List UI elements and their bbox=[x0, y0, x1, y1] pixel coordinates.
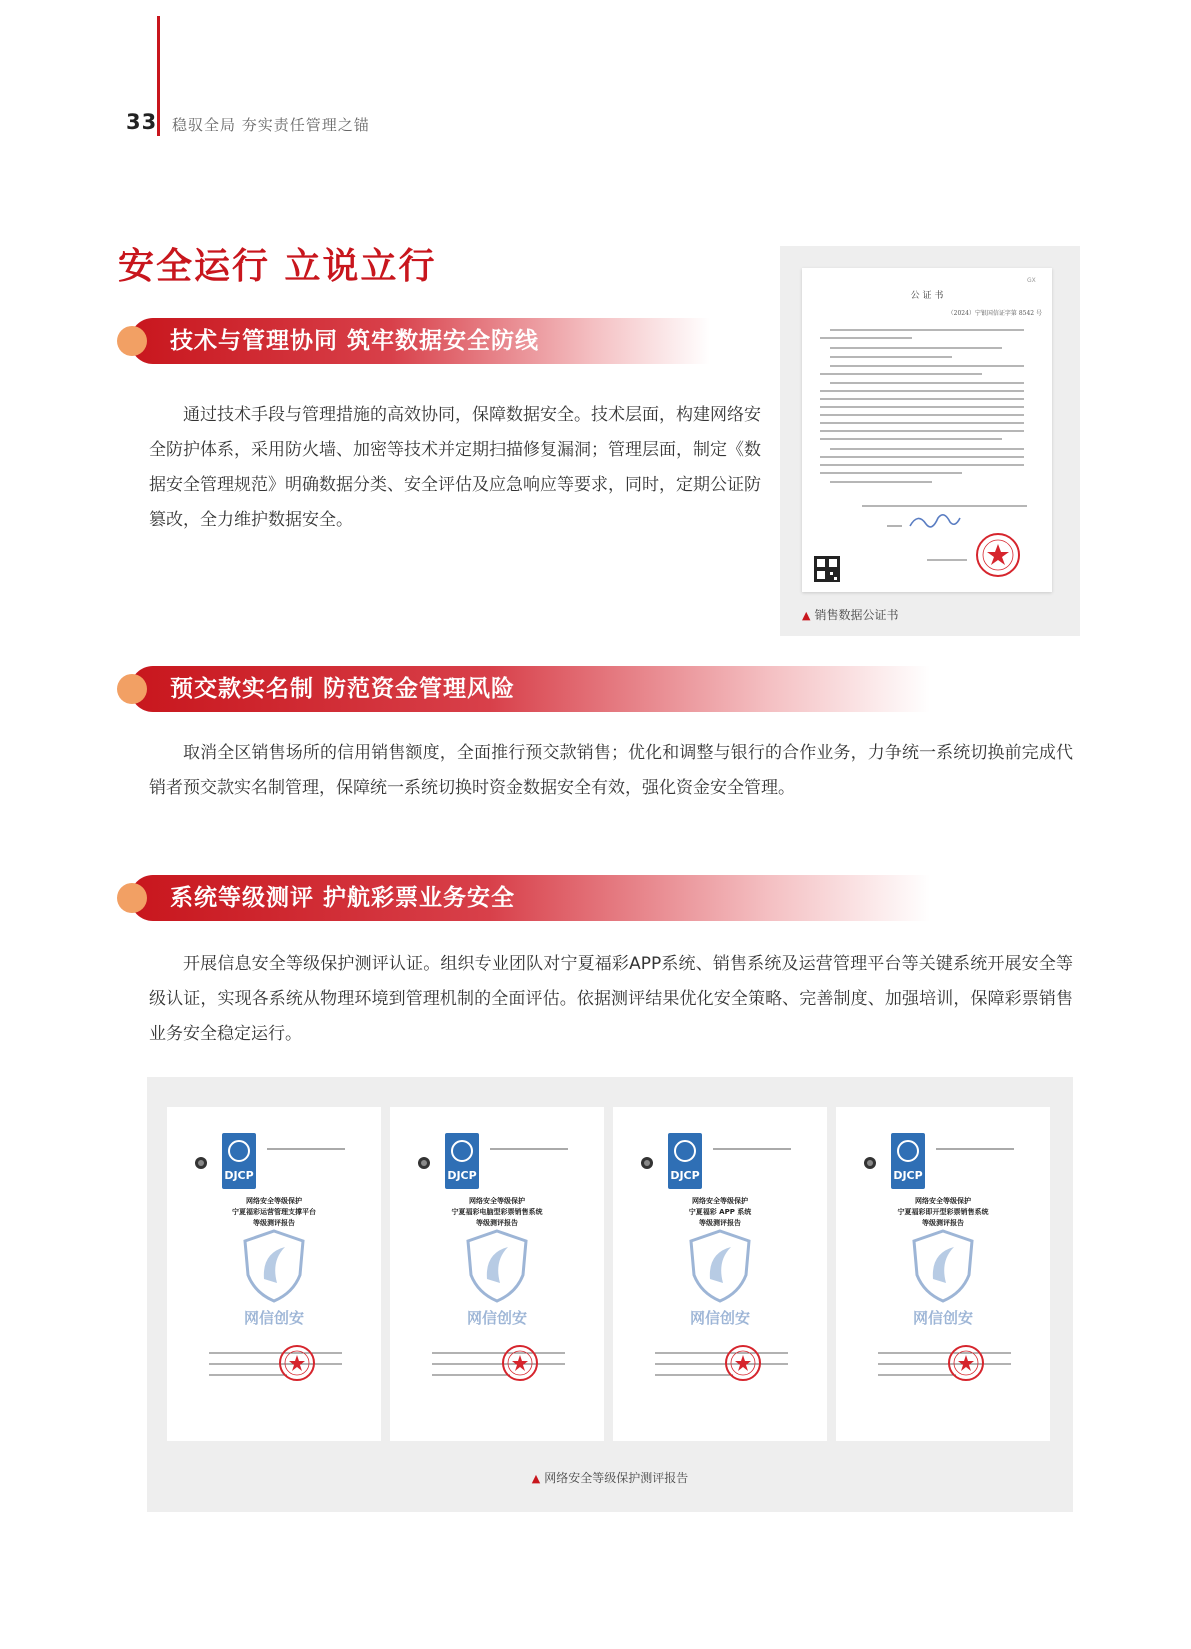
svg-text:DJCP: DJCP bbox=[447, 1169, 477, 1182]
header-divider-line bbox=[157, 16, 160, 136]
svg-text:GX: GX bbox=[1027, 277, 1036, 284]
section-marker-1 bbox=[117, 326, 147, 356]
certificate-doc-title: 公 证 书 bbox=[910, 291, 944, 301]
section-heading-2-text: 预交款实名制 防范资金管理风险 bbox=[170, 676, 516, 702]
report-title-line-3: 等级测评报告 bbox=[699, 1219, 741, 1227]
section-body-3: 开展信息安全等级保护测评认证。组织专业团队对宁夏福彩APP系统、销售系统及运营管理平台等关键系统开展安全等级认证，实现各系统从物理环境到管理机制的全面评估。依据测评结果优化安全策略、完善制度、加强培训，保障彩票销售业务安全稳定运行。 bbox=[149, 954, 1073, 1044]
svg-text:DJCP: DJCP bbox=[893, 1169, 923, 1182]
section-marker-2 bbox=[117, 674, 147, 704]
certificate-doc-number: （2024）宁银国信证字第 8542 号 bbox=[947, 310, 1042, 317]
report-brand-watermark: 网信创安 bbox=[912, 1309, 974, 1327]
report-brand-watermark: 网信创安 bbox=[689, 1309, 751, 1327]
section-heading-3-text: 系统等级测评 护航彩票业务安全 bbox=[170, 885, 516, 911]
report-title-line-2: 宁夏福彩电脑型彩票销售系统 bbox=[451, 1208, 543, 1216]
page-title: 安全运行 立说立行 bbox=[118, 246, 437, 287]
caption-triangle-icon: ▲ bbox=[802, 609, 811, 622]
certificate-figure bbox=[780, 246, 1080, 636]
report-title-line-1: 网络安全等级保护 bbox=[469, 1197, 525, 1205]
report-image bbox=[836, 1107, 1050, 1441]
report-title-line-1: 网络安全等级保护 bbox=[692, 1197, 748, 1205]
report-title-line-3: 等级测评报告 bbox=[922, 1219, 964, 1227]
report-title-line-2: 宁夏福彩即开型彩票销售系统 bbox=[897, 1208, 989, 1216]
report-brand-watermark: 网信创安 bbox=[243, 1309, 305, 1327]
section-heading-3 bbox=[130, 875, 930, 921]
section-heading-1-text: 技术与管理协同 筑牢数据安全防线 bbox=[170, 328, 540, 354]
reports-caption bbox=[147, 1469, 1073, 1486]
notarial-certificate-image bbox=[802, 268, 1052, 592]
report-title-line-3: 等级测评报告 bbox=[253, 1219, 295, 1227]
report-image bbox=[167, 1107, 381, 1441]
report-image bbox=[613, 1107, 827, 1441]
report-title-line-1: 网络安全等级保护 bbox=[246, 1197, 302, 1205]
section-marker-3 bbox=[117, 883, 147, 913]
section-body-1: 通过技术手段与管理措施的高效协同，保障数据安全。技术层面，构建网络安全防护体系，采用防火墙、加密等技术并定期扫描修复漏洞；管理层面，制定《数据安全管理规范》明确数据分类、安全评估及应急响应等要求，同时，定期公证防篡改，全力维护数据安全。 bbox=[149, 405, 761, 530]
report-title-line-3: 等级测评报告 bbox=[476, 1219, 518, 1227]
report-title-line-1: 网络安全等级保护 bbox=[915, 1197, 971, 1205]
certificate-caption-text: 销售数据公证书 bbox=[814, 608, 899, 622]
section-heading-1 bbox=[130, 318, 710, 364]
section-heading-2 bbox=[130, 666, 930, 712]
page-number: 33 bbox=[126, 110, 158, 134]
reports-caption-text: 网络安全等级保护测评报告 bbox=[544, 1471, 689, 1485]
reports-figure bbox=[147, 1077, 1073, 1512]
certificate-caption bbox=[802, 606, 898, 623]
report-brand-watermark: 网信创安 bbox=[466, 1309, 528, 1327]
report-title-line-2: 宁夏福彩运营管理支撑平台 bbox=[232, 1208, 316, 1216]
report-image bbox=[390, 1107, 604, 1441]
report-title-line-2: 宁夏福彩 APP 系统 bbox=[688, 1208, 752, 1216]
svg-text:DJCP: DJCP bbox=[670, 1169, 700, 1182]
header-title: 稳驭全局 夯实责任管理之锚 bbox=[172, 116, 370, 134]
section-body-2: 取消全区销售场所的信用销售额度，全面推行预交款销售；优化和调整与银行的合作业务，力争统一系统切换前完成代销者预交款实名制管理，保障统一系统切换时资金数据安全有效，强化资金安全管理。 bbox=[149, 743, 1073, 798]
caption-triangle-icon: ▲ bbox=[531, 1472, 541, 1485]
svg-text:DJCP: DJCP bbox=[224, 1169, 254, 1182]
